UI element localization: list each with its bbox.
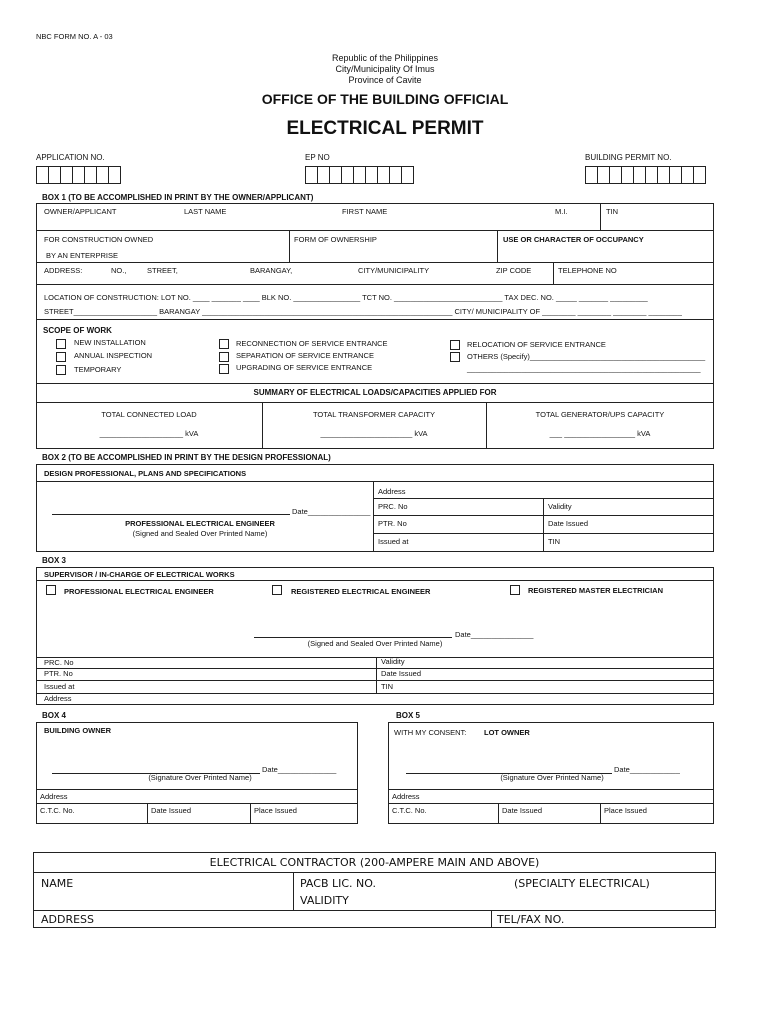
total-connected-load-label: TOTAL CONNECTED LOAD xyxy=(101,410,197,419)
header-city: City/Municipality Of Imus xyxy=(335,64,435,74)
box5-place-issued-label: Place Issued xyxy=(604,806,647,815)
box5-title: BOX 5 xyxy=(396,711,421,720)
box3-address-label: Address xyxy=(44,694,72,703)
box3-subtitle: SUPERVISOR / IN-CHARGE OF ELECTRICAL WORKS xyxy=(44,570,235,579)
upgrading-checkbox[interactable] xyxy=(219,364,229,374)
construction-owned-label: FOR CONSTRUCTION OWNED xyxy=(44,235,154,244)
last-name-label: LAST NAME xyxy=(184,207,227,216)
by-enterprise-label: BY AN ENTERPRISE xyxy=(46,251,118,260)
box4-date-issued-label: Date Issued xyxy=(151,806,192,815)
contractor-title: ELECTRICAL CONTRACTOR (200-AMPERE MAIN AND ABOVE) xyxy=(209,856,540,869)
reconnection-label: RECONNECTION OF SERVICE ENTRANCE xyxy=(236,339,388,348)
reconnection-checkbox[interactable] xyxy=(219,339,229,349)
box3-validity-label: Validity xyxy=(381,657,405,666)
relocation-checkbox[interactable] xyxy=(450,340,460,350)
box2-engineer-label: PROFESSIONAL ELECTRICAL ENGINEER xyxy=(125,519,275,528)
box5-signature-label: (Signature Over Printed Name) xyxy=(500,773,604,782)
box5-consent-label: WITH MY CONSENT: xyxy=(394,728,467,737)
box3-issued-at-label: Issued at xyxy=(44,682,75,691)
box4-place-issued-label: Place Issued xyxy=(254,806,297,815)
box4-signature-label: (Signature Over Printed Name) xyxy=(148,773,252,782)
box5-ctc-label: C.T.C. No. xyxy=(392,806,427,815)
owner-tin-label: TIN xyxy=(606,207,619,216)
ep-no-cells[interactable] xyxy=(305,166,413,184)
box5-date-issued-label: Date Issued xyxy=(502,806,543,815)
ep-no-label: EP NO xyxy=(305,153,330,162)
annual-inspection-label: ANNUAL INSPECTION xyxy=(74,351,153,360)
address-no-label: NO., xyxy=(111,266,127,275)
zip-code-label: ZIP CODE xyxy=(496,266,532,275)
annual-inspection-checkbox[interactable] xyxy=(56,352,66,362)
supervisor-rme-checkbox[interactable] xyxy=(510,585,520,595)
mi-label: M.I. xyxy=(555,207,568,216)
form-of-ownership-label: FORM OF OWNERSHIP xyxy=(294,235,377,244)
telephone-label: TELEPHONE NO xyxy=(558,266,617,275)
box3-date-issued-label: Date Issued xyxy=(381,669,422,678)
box4-ctc-label: C.T.C. No. xyxy=(40,806,75,815)
building-permit-no-cells[interactable] xyxy=(585,166,705,184)
header-republic: Republic of the Philippines xyxy=(331,53,439,63)
others-line2: ________________________________________________________ xyxy=(467,364,701,373)
address-city-label: CITY/MUNICIPALITY xyxy=(358,266,430,275)
use-or-character-label: USE OR CHARACTER OF OCCUPANCY xyxy=(503,235,644,244)
owner-applicant-label: OWNER/APPLICANT xyxy=(44,207,117,216)
page-title: ELECTRICAL PERMIT xyxy=(286,118,484,139)
upgrading-label: UPGRADING OF SERVICE ENTRANCE xyxy=(236,363,373,372)
box2-prc-label: PRC. No xyxy=(378,502,408,511)
location-construction-line: LOCATION OF CONSTRUCTION: LOT NO. ____ _______ ____ BLK NO. ________________ TCT NO. __________________________ TAX DEC. NO. _____ _______ _________ xyxy=(44,293,648,302)
box2-signed-label: (Signed and Sealed Over Printed Name) xyxy=(132,529,268,538)
application-no-label: APPLICATION NO. xyxy=(36,153,105,162)
transformer-kva[interactable]: ______________________ kVA xyxy=(320,429,428,438)
contractor-pacb-label: PACB LIC. NO. xyxy=(300,877,376,890)
contractor-name-label: NAME xyxy=(41,877,74,890)
box1-title: BOX 1 (TO BE ACCOMPLISHED IN PRINT BY THE OWNER/APPLICANT) xyxy=(42,193,314,202)
box5-lot-owner-label: LOT OWNER xyxy=(484,728,530,737)
contractor-validity-label: VALIDITY xyxy=(300,894,349,907)
separation-label: SEPARATION OF SERVICE ENTRANCE xyxy=(236,351,374,360)
box4-subtitle: BUILDING OWNER xyxy=(44,726,112,735)
address-label: ADDRESS: xyxy=(44,266,83,275)
box3-signed-label: (Signed and Sealed Over Printed Name) xyxy=(307,639,443,648)
box5-address-label: Address xyxy=(392,792,420,801)
scope-of-work-title: SCOPE OF WORK xyxy=(43,326,112,335)
contractor-telfax-label: TEL/FAX NO. xyxy=(497,913,565,926)
box2-title: BOX 2 (TO BE ACCOMPLISHED IN PRINT BY THE DESIGN PROFESSIONAL) xyxy=(42,453,331,462)
box2-subtitle: DESIGN PROFESSIONAL, PLANS AND SPECIFICATIONS xyxy=(44,469,247,478)
box3-date[interactable]: Date_______________ xyxy=(455,630,534,639)
total-transformer-label: TOTAL TRANSFORMER CAPACITY xyxy=(312,410,436,419)
supervisor-ree-checkbox[interactable] xyxy=(272,585,282,595)
contractor-specialty-label: (SPECIALTY ELECTRICAL) xyxy=(514,877,650,890)
header-province: Province of Cavite xyxy=(348,75,422,85)
others-label: OTHERS (Specify)__________________________________________ xyxy=(467,352,706,361)
box3-title: BOX 3 xyxy=(42,556,67,565)
building-permit-no-label: BUILDING PERMIT NO. xyxy=(585,153,672,162)
box4-address-label: Address xyxy=(40,792,68,801)
box2-address-label: Address xyxy=(378,487,406,496)
new-installation-checkbox[interactable] xyxy=(56,339,66,349)
supervisor-ree-label: REGISTERED ELECTRICAL ENGINEER xyxy=(291,587,431,596)
box2-ptr-label: PTR. No xyxy=(378,519,407,528)
application-no-cells[interactable] xyxy=(36,166,120,184)
box3-ptr-label: PTR. No xyxy=(44,669,73,678)
others-checkbox[interactable] xyxy=(450,352,460,362)
temporary-checkbox[interactable] xyxy=(56,365,66,375)
supervisor-pee-label: PROFESSIONAL ELECTRICAL ENGINEER xyxy=(64,587,214,596)
box2-date-issued-label: Date Issued xyxy=(548,519,589,528)
form-number: NBC FORM NO. A - 03 xyxy=(36,32,113,41)
supervisor-rme-label: REGISTERED MASTER ELECTRICIAN xyxy=(528,586,664,595)
temporary-label: TEMPORARY xyxy=(74,365,122,374)
box3-prc-label: PRC. No xyxy=(44,658,74,667)
street-barangay-line: STREET____________________ BARANGAY ____________________________________________________________ CITY/ MUNICIPALITY OF ________ ________ ________ ________ xyxy=(44,307,682,316)
box3-tin-label: TIN xyxy=(381,682,394,691)
box2-date[interactable]: Date_______________ xyxy=(292,507,371,516)
total-generator-label: TOTAL GENERATOR/UPS CAPACITY xyxy=(535,410,665,419)
address-street-label: STREET, xyxy=(147,266,178,275)
box4-date[interactable]: Date______________ xyxy=(262,765,337,774)
first-name-label: FIRST NAME xyxy=(342,207,388,216)
generator-kva[interactable]: ___ _________________ kVA xyxy=(549,429,651,438)
box4-title: BOX 4 xyxy=(42,711,67,720)
new-installation-label: NEW INSTALLATION xyxy=(74,338,146,347)
contractor-address-label: ADDRESS xyxy=(41,913,95,926)
relocation-label: RELOCATION OF SERVICE ENTRANCE xyxy=(467,340,606,349)
summary-title: SUMMARY OF ELECTRICAL LOADS/CAPACITIES APPLIED FOR xyxy=(253,388,497,397)
box2-validity-label: Validity xyxy=(548,502,572,511)
separation-checkbox[interactable] xyxy=(219,352,229,362)
box5-date[interactable]: Date____________ xyxy=(614,765,680,774)
connected-load-kva[interactable]: ____________________ kVA xyxy=(99,429,199,438)
box2-tin-label: TIN xyxy=(548,537,561,546)
office-title: OFFICE OF THE BUILDING OFFICIAL xyxy=(261,91,509,107)
address-barangay-label: BARANGAY, xyxy=(250,266,293,275)
supervisor-pee-checkbox[interactable] xyxy=(46,585,56,595)
box2-issued-at-label: Issued at xyxy=(378,537,409,546)
